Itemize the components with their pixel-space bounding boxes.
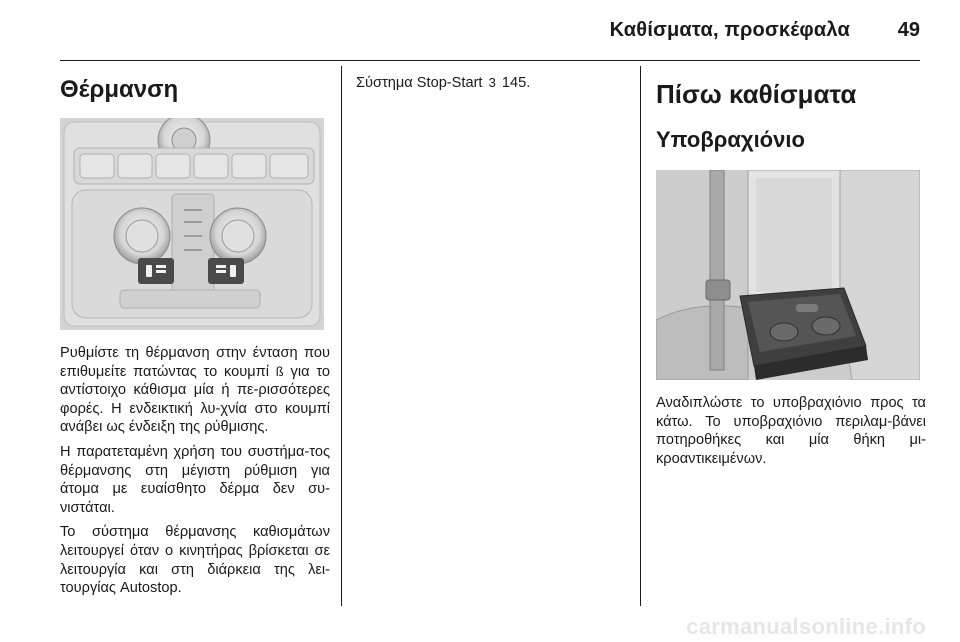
- seat-heating-panel-image: [60, 118, 324, 330]
- heating-paragraph-1-after: για το αντίστοιχο κάθισμα μία ή πε-ρισσότερες φορές. Η ενδεικτική λυ-χνία στο κουμπί ανάβει ως ένδειξη της ρύθμισης.: [60, 363, 331, 436]
- seat-heating-panel-icon: [60, 118, 324, 330]
- stop-start-text: Σύστημα Stop-Start: [356, 75, 483, 91]
- stop-start-reference: [356, 74, 626, 93]
- rear-seats-title: Πίσω καθίσματα: [656, 79, 857, 109]
- armrest-subtitle: Υποβραχιόνιο: [656, 127, 805, 152]
- heating-paragraph-3: Το σύστημα θέρμανσης καθισμάτων λειτουργεί όταν ο κινητήρας βρίσκεται σε λειτουργία και στη διάρκεια της λει-τουργίας Autostop.: [60, 524, 330, 597]
- right-column: [656, 66, 926, 468]
- header-title: Καθίσματα, προσκέφαλα: [609, 19, 850, 41]
- heating-paragraph-1: [60, 344, 330, 437]
- heating-paragraph-2: Η παρατεταμένη χρήση του συστήμα-τος θέρμανσης στη μέγιστη ρύθμιση για άτομα με ευαίσθητο δέρμα δεν συ-νιστάται.: [60, 443, 330, 516]
- column-divider-right: [640, 66, 641, 606]
- stop-start-page-ref[interactable]: 145.: [501, 75, 531, 91]
- left-column: [60, 66, 330, 598]
- heating-paragraph-1-before: Ρυθμίστε τη θέρμανση στην ένταση που επιθυμείτε πατώντας το κουμπί: [60, 345, 330, 380]
- rear-armrest-icon: [656, 170, 920, 380]
- heating-section-title: Θέρμανση: [60, 76, 179, 103]
- middle-column: [356, 66, 626, 93]
- page-header: [60, 0, 920, 61]
- seat-heating-button-icon: ß: [275, 363, 284, 379]
- armrest-paragraph: Αναδιπλώστε το υποβραχιόνιο προς τα κάτω. Το υποβραχιόνιο περιλαμ-βάνει ποτηροθήκες και μία θήκη μι-κροαντικειμένων.: [656, 395, 926, 467]
- page-number: 49: [897, 19, 920, 41]
- column-divider-left: [341, 66, 342, 606]
- rear-armrest-image: [656, 170, 920, 380]
- watermark: carmanualsonline.info: [686, 614, 926, 639]
- page-reference-arrow-icon: 3: [488, 75, 496, 90]
